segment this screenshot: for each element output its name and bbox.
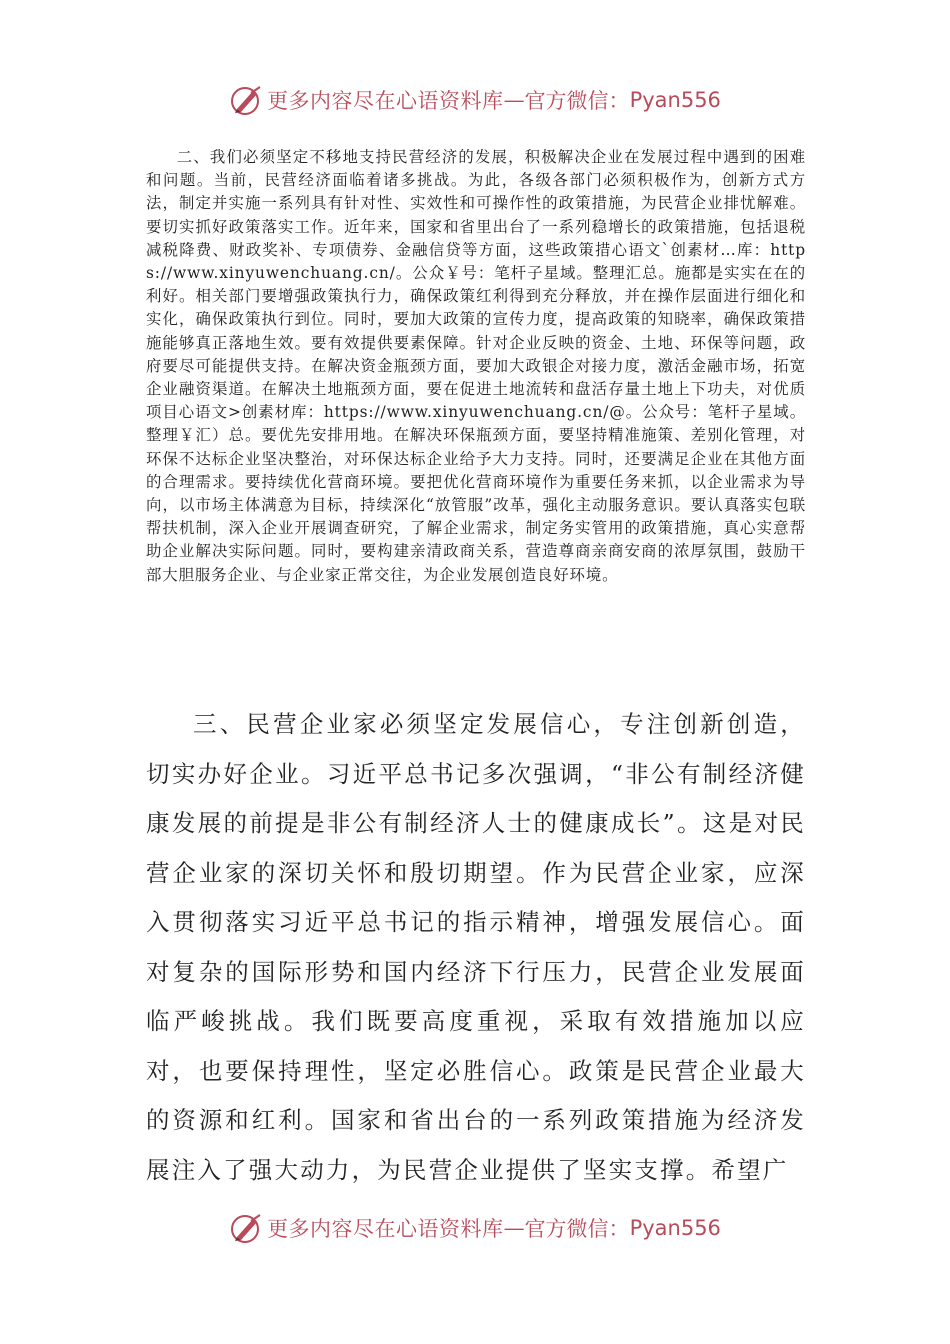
- footer-title: 更多内容尽在心语资料库: [267, 1217, 504, 1241]
- section-two-paragraph: 二、我们必须坚定不移地支持民营经济的发展，积极解决企业在发展过程中遇到的困难和问题。当前，民营经济面临着诸多挑战。为此，各级各部门必须积极作为，创新方式方法，制定并实施一系列具有针对性、实效性和可操作性的政策措施，为民营企业排忧解难。要切实抓好政策落实工作。近年来，国家和省里出台了一系列稳增长的政策措施，包括退税减税降费、财政奖补、专项债券、金融信贷等方面，这些政策措心语文`创素材…库：https://www.xinyuwenchuang.cn/。公众￥号：笔杆子星域。整理汇总。施都是实实在在的利好。相关部门要增强政策执行力，确保政策红利得到充分释放，并在操作层面进行细化和实化，确保政策执行到位。同时，要加大政策的宣传力度，提高政策的知晓率，确保政策措施能够真正落地生效。要有效提供要素保障。针对企业反映的资金、土地、环保等问题，政府要尽可能提供支持。在解决资金瓶颈方面，要加大政银企对接力度，激活金融市场，拓宽企业融资渠道。在解决土地瓶颈方面，要在促进土地流转和盘活存量土地上下功夫，对优质项目心语文>创素材库：https://www.xinyuwenchuang.cn/@。公众号：笔杆子星域。整理￥汇）总。要优先安排用地。在解决环保瓶颈方面，要坚持精准施策、差别化管理，对环保不达标企业坚决整治，对环保达标企业给予大力支持。同时，还要满足企业在其他方面的合理需求。要持续优化营商环境。要把优化营商环境作为重要任务来抓，以企业需求为导向，以市场主体满意为目标，持续深化“放管服”改革，强化主动服务意识。要认真落实包联帮扶机制，深入企业开展调查研究，了解企业需求，制定务实管用的政策措施，真心实意帮助企业解决实际问题。同时，要构建亲清政商关系，营造尊商亲商安商的浓厚氛围，鼓励干部大胆服务企业、与企业家正常交往，为企业发展创造良好环境。: [146, 148, 806, 584]
- header-banner: [0, 80, 950, 120]
- header-dash: —: [503, 88, 525, 112]
- pen-logo-icon: [229, 83, 263, 117]
- footer-wechat-id: Pyan556: [629, 1216, 721, 1240]
- footer-banner: [0, 1208, 950, 1248]
- pen-logo-icon: [229, 1211, 263, 1245]
- header-wechat-id: Pyan556: [629, 88, 721, 112]
- header-wechat-label: 官方微信：: [524, 89, 630, 113]
- footer-dash: —: [503, 1216, 525, 1240]
- header-title: 更多内容尽在心语资料库: [267, 89, 504, 113]
- footer-wechat-label: 官方微信：: [524, 1217, 630, 1241]
- section-three-paragraph: 三、民营企业家必须坚定发展信心，专注创新创造，切实办好企业。习近平总书记多次强调，“非公有制经济健康发展的前提是非公有制经济人士的健康成长”。这是对民营企业家的深切关怀和殷切期望。作为民营企业家，应深入贯彻落实习近平总书记的指示精神，增强发展信心。面对复杂的国际形势和国内经济下行压力，民营企业发展面临严峻挑战。我们既要高度重视，采取有效措施加以应对，也要保持理性，坚定必胜信心。政策是民营企业最大的资源和红利。国家和省出台的一系列政策措施为经济发展注入了强大动力，为民营企业提供了坚实支撑。希望广: [146, 710, 806, 1184]
